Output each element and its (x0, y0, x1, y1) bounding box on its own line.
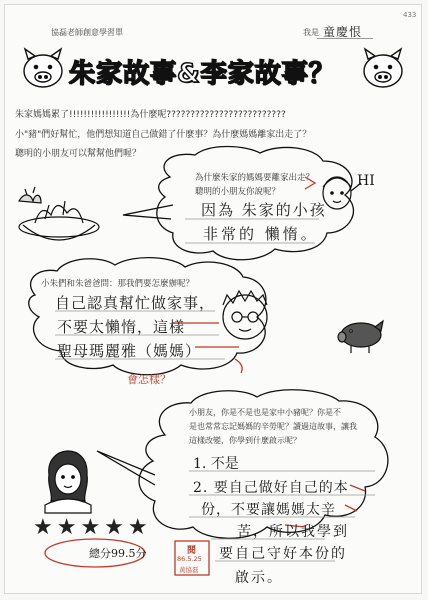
hi-doodle: HI (357, 173, 375, 189)
girl-face-icon (45, 451, 91, 513)
student-name: 童慶恨 (323, 25, 363, 39)
star-rating: ★★★★★ (33, 515, 152, 540)
worksheet-page (4, 4, 422, 594)
stamp-date: 86.5.25 (177, 555, 202, 563)
bun-plate-icon (19, 187, 99, 240)
bubble3-answer-line5: 要自己守好本份的 (219, 546, 347, 562)
stamp-name: 黃協磊 (179, 566, 199, 574)
bubble3-answer-line6: 啟示。 (235, 570, 283, 586)
question-line-1: 朱家媽媽累了!!!!!!!!!!!!!!!!!為什麼呢????????????????????????? (15, 110, 286, 120)
bubble3-prompt-line2: 是也常常忘記媽媽的辛勞呢？讀過這故事，讓我 (189, 422, 357, 431)
bubble2-answer-line2: 不要太懶惰，這樣 (57, 318, 186, 336)
teacher-note: 會怎樣？ (127, 373, 171, 386)
name-label: 我是 (303, 28, 319, 37)
bubble2-prompt: 小朱們和朱爸爸問：那我們要怎麼辦呢？ (41, 279, 195, 289)
bubble3-prompt-line3: 這樣改變，你學到什麼啟示呢？ (189, 436, 301, 445)
cartoon-face-icon (223, 291, 267, 339)
boy-face-icon (323, 177, 361, 209)
bubble1-answer-line2: 非常的 懶惰。 (203, 225, 319, 243)
bubble1-prompt-line1: 為什麼朱家的媽媽要離家出走？ (195, 173, 315, 183)
bubble1-answer-line1: 因為 朱家的小孩 (201, 201, 327, 219)
bubble2-answer-line1: 自己認真幫忙做家事， (55, 294, 216, 312)
bubble1-prompt-line2: 聰明的小朋友你說呢？ (195, 187, 281, 197)
bubble2-answer-line3: 聖母瑪麗雅（媽媽） (57, 342, 202, 360)
stamp-label: 閱 (187, 546, 197, 556)
bubble3-answer-line2: 2. 要自己做好自己的本 (193, 480, 349, 496)
bubble3-answer-line1: 1. 不是 (193, 456, 239, 472)
page-title: 朱家故事&李家故事？ (69, 59, 336, 89)
title-banner (69, 53, 369, 97)
name-underline (317, 38, 373, 39)
bubble3-answer-line3: 份，不要讓媽媽太辛 (201, 502, 336, 518)
pig-icon-right (364, 49, 402, 87)
total-score: 總分99.5分 (89, 547, 147, 560)
piggy-bank-icon (338, 321, 383, 353)
page-number: 433 (403, 11, 417, 19)
bubble3-answer-line4: 苦，所以我學到 (237, 524, 349, 540)
question-line-2: 小"豬"們好幫忙，他們想知道自己做錯了什麼事？為什麼媽媽離家出走了？ (15, 130, 312, 140)
pig-icon-left (24, 49, 62, 87)
worksheet-header: 協磊老師創意學習單 (51, 28, 123, 37)
question-line-3: 聰明的小朋友可以幫幫他們喔？ (15, 149, 142, 159)
bubble3-prompt-line1: 小朋友，你是不是也是家中小豬呢？你是不 (189, 408, 341, 417)
